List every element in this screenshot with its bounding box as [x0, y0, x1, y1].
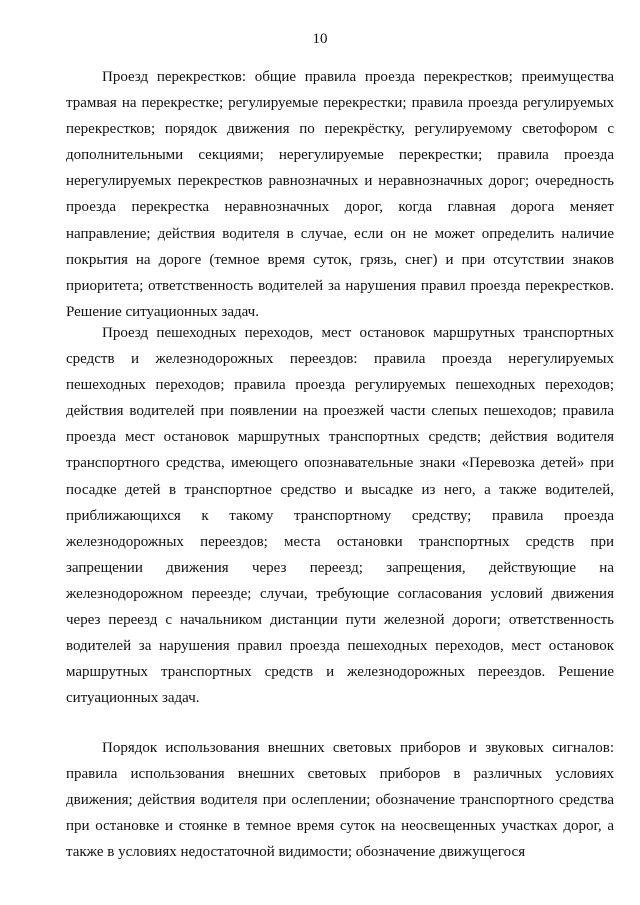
- paragraph-pedestrian-crossings: Проезд пешеходных переходов, мест остановок маршрутных транспортных средств и железнодорожных переездов: правила проезда нерегулируемых пешеходных переходов; правила проезда регулируемых пешеходных переходов; действия водителей при появлении на проезжей части слепых пешеходов; правила проезда мест остановок маршрутных транспортных средств; действия водителя транспортного средства, имеющего опознавательные знаки «Перевозка детей» при посадке детей в транспортное средство и высадке из него, а также водителей, приближающихся к такому транспортному средству; правила проезда железнодорожных переездов; места остановки транспортных средств при запрещении движения через переезд; запрещения, действующие на железнодорожном переезде; случаи, требующие согласования условий движения через переезд с начальником дистанции пути железной дороги; ответственность водителей за нарушения правил проезда пешеходных переходов, мест остановок маршрутных транспортных средств и железнодорожных переездов. Решение ситуационных задач.: [66, 325, 614, 707]
- paragraph-intersections: Проезд перекрестков: общие правила проезда перекрестков; преимущества трамвая на перекрестке; регулируемые перекрестки; правила проезда регулируемых перекрестков; порядок движения по перекрёстку, регулируемому светофором с дополнительными секциями; нерегулируемые перекрестки; правила проезда нерегулируемых перекрестков равнозначных и неравнозначных дорог; очередность проезда перекрестка неравнозначных дорог, когда главная дорога меняет направление; действия водителя в случае, если он не может определить наличие покрытия на дороге (темное время суток, грязь, снег) и при отсутствии знаков приоритета; ответственность водителей за нарушения правил проезда перекрестков. Решение ситуационных задач.: [66, 69, 614, 320]
- paragraph-lights-and-signals: Порядок использования внешних световых приборов и звуковых сигналов: правила использования внешних световых приборов в различных условиях движения; действия водителя при ослеплении; обозначение транспортного средства при остановке и стоянке в темное время суток на неосвещенных участках дорог, а также в условиях недостаточной видимости; обозначение движущегося: [66, 740, 614, 861]
- page-number: 10: [312, 31, 328, 47]
